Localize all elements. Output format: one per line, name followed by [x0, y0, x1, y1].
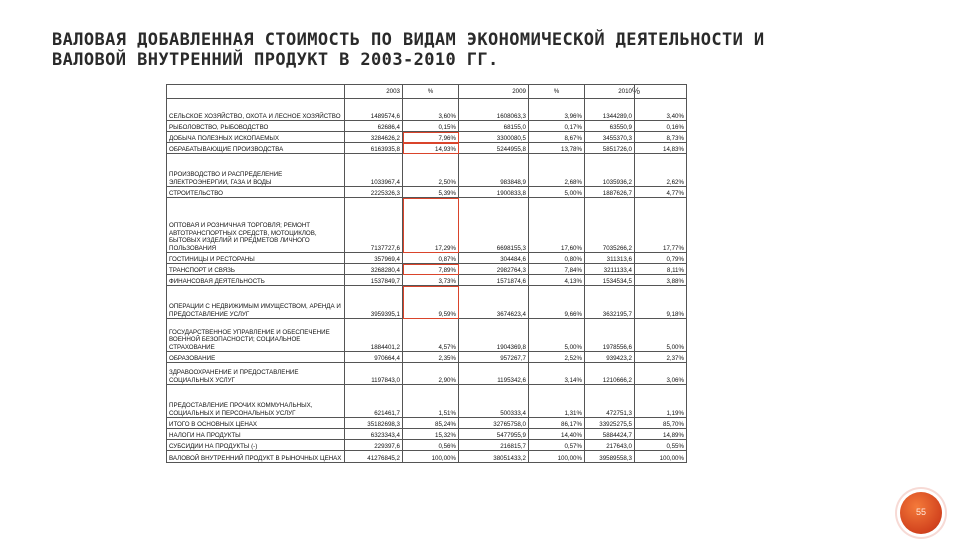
- table-row: [167, 154, 687, 187]
- value-2003: 6323343,4: [345, 429, 403, 440]
- percent-2010: 3,06%: [635, 363, 687, 385]
- value-2009: 957267,7: [459, 352, 529, 363]
- table-row: [167, 99, 687, 121]
- header-empty: [167, 85, 345, 99]
- value-2003: 3268280,4: [345, 264, 403, 275]
- table-row: [167, 363, 687, 385]
- row-label: СТРОИТЕЛЬСТВО: [167, 187, 345, 198]
- table-row: [167, 429, 687, 440]
- row-label: ОБРАЗОВАНИЕ: [167, 352, 345, 363]
- percent-2010: 2,37%: [635, 352, 687, 363]
- row-label: ПРОИЗВОДСТВО И РАСПРЕДЕЛЕНИЕ ЭЛЕКТРОЭНЕРГИИ, ГАЗА И ВОДЫ: [167, 154, 345, 187]
- value-2003: 1033967,4: [345, 154, 403, 187]
- percent-2010: 0,16%: [635, 121, 687, 132]
- value-2003: 3284626,2: [345, 132, 403, 143]
- value-2003: 1884401,2: [345, 319, 403, 352]
- value-2009: 3300080,5: [459, 132, 529, 143]
- table-row: [167, 319, 687, 352]
- value-2010: 217643,0: [585, 440, 635, 451]
- table-row: [167, 253, 687, 264]
- value-2010: 472751,3: [585, 385, 635, 418]
- table-body: [167, 99, 687, 463]
- percent-2009: 17,60%: [529, 198, 585, 253]
- value-2010: 5884424,7: [585, 429, 635, 440]
- percent-2009: 2,68%: [529, 154, 585, 187]
- percent-sign-label: %: [632, 86, 641, 96]
- slide-title: [52, 30, 932, 70]
- row-label: ОПЕРАЦИИ С НЕДВИЖИМЫМ ИМУЩЕСТВОМ, АРЕНДА И ПРЕДОСТАВЛЕНИЕ УСЛУГ: [167, 286, 345, 319]
- row-label: ОПТОВАЯ И РОЗНИЧНАЯ ТОРГОВЛЯ; РЕМОНТ АВТОТРАНСПОРТНЫХ СРЕДСТВ, МОТОЦИКЛОВ, БЫТОВЫХ ИЗДЕЛИЙ И ПРЕДМЕТОВ ЛИЧНОГО ПОЛЬЗОВАНИЯ: [167, 198, 345, 253]
- row-label: ВАЛОВОЙ ВНУТРЕННИЙ ПРОДУКТ В РЫНОЧНЫХ ЦЕНАХ: [167, 451, 345, 463]
- percent-2003: 2,50%: [403, 154, 459, 187]
- value-2003: 229397,6: [345, 440, 403, 451]
- value-2010: 7035266,2: [585, 198, 635, 253]
- row-label: ГОСТИНИЦЫ И РЕСТОРАНЫ: [167, 253, 345, 264]
- value-2003: 1489574,6: [345, 99, 403, 121]
- percent-2009: 0,57%: [529, 440, 585, 451]
- percent-2003: 9,59%: [403, 286, 459, 319]
- percent-2003: 14,93%: [403, 143, 459, 154]
- percent-2009: 4,13%: [529, 275, 585, 286]
- percent-2003: 1,51%: [403, 385, 459, 418]
- table-row: [167, 286, 687, 319]
- percent-2003: 3,60%: [403, 99, 459, 121]
- value-2010: 3211133,4: [585, 264, 635, 275]
- percent-2010: 14,83%: [635, 143, 687, 154]
- row-label: ДОБЫЧА ПОЛЕЗНЫХ ИСКОПАЕМЫХ: [167, 132, 345, 143]
- value-2003: 2225326,3: [345, 187, 403, 198]
- table-row: [167, 198, 687, 253]
- value-2003: 970664,4: [345, 352, 403, 363]
- value-2010: 63550,9: [585, 121, 635, 132]
- header-2009: 2009: [459, 85, 529, 99]
- percent-2009: 0,80%: [529, 253, 585, 264]
- table-row: [167, 352, 687, 363]
- percent-2009: 7,84%: [529, 264, 585, 275]
- value-2003: 6163935,8: [345, 143, 403, 154]
- gva-table-container: [166, 84, 686, 540]
- percent-2009: 100,00%: [529, 451, 585, 463]
- value-2003: 35182698,3: [345, 418, 403, 429]
- value-2010: 5851726,0: [585, 143, 635, 154]
- percent-2010: 2,62%: [635, 154, 687, 187]
- row-label: НАЛОГИ НА ПРОДУКТЫ: [167, 429, 345, 440]
- percent-2010: 8,73%: [635, 132, 687, 143]
- gva-table: [166, 84, 687, 463]
- percent-2003: 0,56%: [403, 440, 459, 451]
- percent-2010: 8,11%: [635, 264, 687, 275]
- value-2003: 41276845,2: [345, 451, 403, 463]
- table-row: [167, 275, 687, 286]
- value-2010: 311313,6: [585, 253, 635, 264]
- percent-2010: 14,89%: [635, 429, 687, 440]
- percent-2003: 0,87%: [403, 253, 459, 264]
- value-2003: 1537849,7: [345, 275, 403, 286]
- row-label: ЗДРАВООХРАНЕНИЕ И ПРЕДОСТАВЛЕНИЕ СОЦИАЛЬНЫХ УСЛУГ: [167, 363, 345, 385]
- value-2009: 1608063,3: [459, 99, 529, 121]
- value-2003: 7137727,6: [345, 198, 403, 253]
- row-label: РЫБОЛОВСТВО, РЫБОВОДСТВО: [167, 121, 345, 132]
- row-label: ГОСУДАРСТВЕННОЕ УПРАВЛЕНИЕ И ОБЕСПЕЧЕНИЕ ВОЕННОЙ БЕЗОПАСНОСТИ; СОЦИАЛЬНОЕ СТРАХОВАНИЕ: [167, 319, 345, 352]
- value-2010: 1210666,2: [585, 363, 635, 385]
- percent-2010: 3,40%: [635, 99, 687, 121]
- percent-2003: 15,32%: [403, 429, 459, 440]
- percent-2003: 7,96%: [403, 132, 459, 143]
- value-2010: 3455370,3: [585, 132, 635, 143]
- percent-2003: 2,90%: [403, 363, 459, 385]
- percent-2010: 85,70%: [635, 418, 687, 429]
- table-row: [167, 440, 687, 451]
- value-2010: 939423,2: [585, 352, 635, 363]
- value-2009: 1900833,8: [459, 187, 529, 198]
- row-label: ФИНАНСОВАЯ ДЕЯТЕЛЬНОСТЬ: [167, 275, 345, 286]
- row-label: ПРЕДОСТАВЛЕНИЕ ПРОЧИХ КОММУНАЛЬНЫХ, СОЦИАЛЬНЫХ И ПЕРСОНАЛЬНЫХ УСЛУГ: [167, 385, 345, 418]
- percent-2009: 14,40%: [529, 429, 585, 440]
- percent-2010: 1,19%: [635, 385, 687, 418]
- value-2010: 1035936,2: [585, 154, 635, 187]
- percent-2010: 0,79%: [635, 253, 687, 264]
- value-2003: 357969,4: [345, 253, 403, 264]
- percent-2010: 17,77%: [635, 198, 687, 253]
- value-2009: 983848,9: [459, 154, 529, 187]
- header-pct-2009: %: [529, 85, 585, 99]
- value-2009: 1904369,8: [459, 319, 529, 352]
- value-2010: 39589558,3: [585, 451, 635, 463]
- percent-2010: 0,55%: [635, 440, 687, 451]
- header-pct-2010: [635, 85, 687, 99]
- percent-2003: 85,24%: [403, 418, 459, 429]
- value-2009: 1195342,6: [459, 363, 529, 385]
- value-2009: 2982764,3: [459, 264, 529, 275]
- percent-2010: 4,77%: [635, 187, 687, 198]
- slide-title-line2: ВАЛОВОЙ ВНУТРЕННИЙ ПРОДУКТ В 2003-2010 ГГ.: [52, 50, 499, 70]
- slide-number-badge: [900, 492, 942, 534]
- value-2010: 1887626,7: [585, 187, 635, 198]
- value-2009: 38051433,2: [459, 451, 529, 463]
- value-2010: 1978556,6: [585, 319, 635, 352]
- table-row: [167, 451, 687, 463]
- slide-title-line1: ВАЛОВАЯ ДОБАВЛЕННАЯ СТОИМОСТЬ ПО ВИДАМ ЭКОНОМИЧЕСКОЙ ДЕЯТЕЛЬНОСТИ И: [52, 30, 765, 50]
- percent-2009: 1,31%: [529, 385, 585, 418]
- header-2003: 2003: [345, 85, 403, 99]
- row-label: СЕЛЬСКОЕ ХОЗЯЙСТВО, ОХОТА И ЛЕСНОЕ ХОЗЯЙСТВО: [167, 99, 345, 121]
- value-2003: 1197843,0: [345, 363, 403, 385]
- percent-2009: 86,17%: [529, 418, 585, 429]
- percent-2010: 3,88%: [635, 275, 687, 286]
- percent-2009: 13,78%: [529, 143, 585, 154]
- row-label: ОБРАБАТЫВАЮЩИЕ ПРОИЗВОДСТВА: [167, 143, 345, 154]
- percent-2003: 0,15%: [403, 121, 459, 132]
- value-2009: 500333,4: [459, 385, 529, 418]
- value-2009: 5244955,8: [459, 143, 529, 154]
- percent-2010: 5,00%: [635, 319, 687, 352]
- value-2009: 1571874,6: [459, 275, 529, 286]
- percent-2009: 3,96%: [529, 99, 585, 121]
- percent-2009: 9,66%: [529, 286, 585, 319]
- row-label: СУБСИДИИ НА ПРОДУКТЫ (-): [167, 440, 345, 451]
- percent-2003: 4,57%: [403, 319, 459, 352]
- table-row: [167, 132, 687, 143]
- value-2009: 5477955,9: [459, 429, 529, 440]
- value-2009: 216815,7: [459, 440, 529, 451]
- percent-2009: 0,17%: [529, 121, 585, 132]
- value-2010: 1344289,0: [585, 99, 635, 121]
- percent-2009: 5,00%: [529, 187, 585, 198]
- value-2010: 33925275,5: [585, 418, 635, 429]
- percent-2003: 2,35%: [403, 352, 459, 363]
- value-2003: 621461,7: [345, 385, 403, 418]
- header-2010: 2010: [585, 85, 635, 99]
- value-2009: 304484,6: [459, 253, 529, 264]
- header-pct-2003: %: [403, 85, 459, 99]
- percent-2003: 5,39%: [403, 187, 459, 198]
- value-2009: 32765758,0: [459, 418, 529, 429]
- row-label: ТРАНСПОРТ И СВЯЗЬ: [167, 264, 345, 275]
- percent-2003: 17,29%: [403, 198, 459, 253]
- value-2003: 62686,4: [345, 121, 403, 132]
- percent-2010: 9,18%: [635, 286, 687, 319]
- table-row: [167, 187, 687, 198]
- row-label: ИТОГО В ОСНОВНЫХ ЦЕНАХ: [167, 418, 345, 429]
- percent-2009: 5,00%: [529, 319, 585, 352]
- value-2009: 68155,0: [459, 121, 529, 132]
- percent-2003: 7,89%: [403, 264, 459, 275]
- percent-2003: 100,00%: [403, 451, 459, 463]
- table-row: [167, 143, 687, 154]
- value-2010: 3632195,7: [585, 286, 635, 319]
- value-2010: 1534534,5: [585, 275, 635, 286]
- percent-2010: 100,00%: [635, 451, 687, 463]
- value-2009: 6698155,3: [459, 198, 529, 253]
- table-row: [167, 385, 687, 418]
- table-row: [167, 121, 687, 132]
- value-2003: 3959395,1: [345, 286, 403, 319]
- slide-number: 55: [915, 507, 926, 517]
- percent-2009: 2,52%: [529, 352, 585, 363]
- table-header-row: [167, 85, 687, 99]
- value-2009: 3674623,4: [459, 286, 529, 319]
- table-row: [167, 418, 687, 429]
- percent-2009: 3,14%: [529, 363, 585, 385]
- percent-2003: 3,73%: [403, 275, 459, 286]
- table-row: [167, 264, 687, 275]
- percent-2009: 8,67%: [529, 132, 585, 143]
